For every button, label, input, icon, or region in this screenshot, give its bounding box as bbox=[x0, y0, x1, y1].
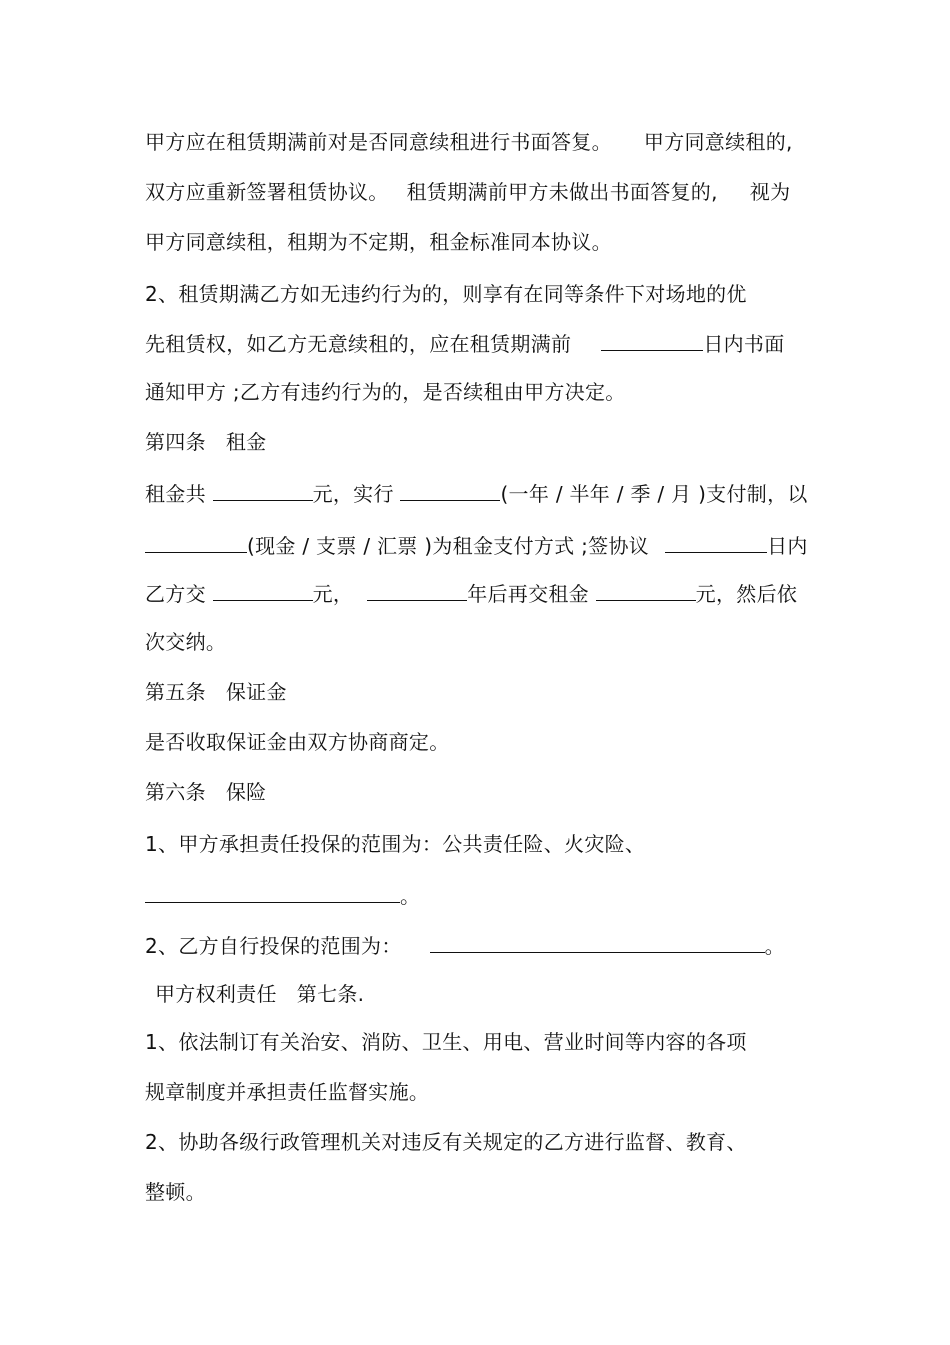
text: 次交纳。 bbox=[145, 630, 227, 654]
text: 元，然后依 bbox=[695, 582, 798, 606]
paragraph-line bbox=[145, 1030, 747, 1054]
text: 先租赁权，如乙方无意续租的，应在租赁期满前 bbox=[145, 332, 572, 356]
text: 。 bbox=[764, 934, 785, 958]
text: 1、甲方承担责任投保的范围为：公共责任险、火灾险、 bbox=[145, 832, 646, 856]
fill-blank bbox=[665, 532, 767, 553]
text: 2、协助各级行政管理机关对违反有关规定的乙方进行监督、教育、 bbox=[145, 1130, 747, 1154]
section-heading bbox=[145, 780, 266, 804]
text: (现金 / 支票 / 汇票 )为租金支付方式 ;签协议 bbox=[247, 534, 650, 558]
text: 是否收取保证金由双方协商商定。 bbox=[145, 730, 450, 754]
text: 第五条 保证金 bbox=[145, 680, 287, 704]
text: 2、乙方自行投保的范围为： bbox=[145, 934, 402, 958]
text: 规章制度并承担责任监督实施。 bbox=[145, 1080, 430, 1104]
text: 第四条 租金 bbox=[145, 430, 267, 454]
paragraph-line bbox=[145, 832, 645, 856]
text: 第六条 保险 bbox=[145, 780, 267, 804]
paragraph-line bbox=[145, 1080, 429, 1104]
text: 双方应重新签署租赁协议。 bbox=[145, 180, 389, 204]
section-heading bbox=[155, 982, 364, 1006]
paragraph-line bbox=[145, 932, 785, 958]
fill-blank bbox=[213, 580, 313, 601]
fill-blank bbox=[213, 480, 313, 501]
paragraph-line bbox=[145, 1130, 747, 1154]
text: 。 bbox=[400, 884, 421, 908]
text: 甲方权利责任 第七条. bbox=[155, 982, 365, 1006]
text: 甲方同意续租的, bbox=[643, 130, 793, 154]
text: (一年 / 半年 / 季 / 月 )支付制，以 bbox=[500, 482, 808, 506]
paragraph-line bbox=[145, 580, 797, 606]
paragraph-line bbox=[145, 230, 612, 254]
section-heading bbox=[145, 430, 266, 454]
fill-blank bbox=[145, 532, 247, 553]
text: 2、租赁期满乙方如无违约行为的，则享有在同等条件下对场地的优 bbox=[145, 282, 747, 306]
text: 甲方同意续租，租期为不定期，租金标准同本协议。 bbox=[145, 230, 612, 254]
text: 甲方应在租赁期满前对是否同意续租进行书面答复。 bbox=[145, 130, 612, 154]
text: 元， bbox=[312, 582, 354, 606]
text: 租金共 bbox=[145, 482, 206, 506]
text: 乙方交 bbox=[145, 582, 206, 606]
text: 租赁期满前甲方未做出书面答复的, bbox=[406, 180, 718, 204]
paragraph-line bbox=[145, 1180, 206, 1204]
text: 通知甲方 ;乙方有违约行为的，是否续租由甲方决定。 bbox=[145, 380, 626, 404]
fill-blank bbox=[367, 580, 467, 601]
text: 元，实行 bbox=[312, 482, 394, 506]
paragraph-line bbox=[145, 330, 785, 356]
paragraph-line bbox=[145, 180, 790, 204]
text: 日内书面 bbox=[703, 332, 785, 356]
text: 整顿。 bbox=[145, 1180, 206, 1204]
paragraph-line bbox=[145, 532, 808, 558]
text: 年后再交租金 bbox=[467, 582, 589, 606]
text: 日内 bbox=[767, 534, 808, 558]
paragraph-line bbox=[145, 730, 450, 754]
paragraph-line bbox=[145, 630, 226, 654]
fill-blank bbox=[601, 330, 703, 351]
paragraph-line bbox=[145, 480, 808, 506]
fill-blank bbox=[145, 882, 400, 903]
paragraph-line bbox=[145, 882, 420, 908]
paragraph-line bbox=[145, 282, 747, 306]
fill-blank bbox=[596, 580, 696, 601]
fill-blank bbox=[430, 932, 765, 953]
paragraph-line bbox=[145, 130, 793, 154]
section-heading bbox=[145, 680, 287, 704]
text: 视为 bbox=[749, 180, 791, 204]
paragraph-line bbox=[145, 380, 626, 404]
text: 1、依法制订有关治安、消防、卫生、用电、营业时间等内容的各项 bbox=[145, 1030, 747, 1054]
fill-blank bbox=[400, 480, 500, 501]
